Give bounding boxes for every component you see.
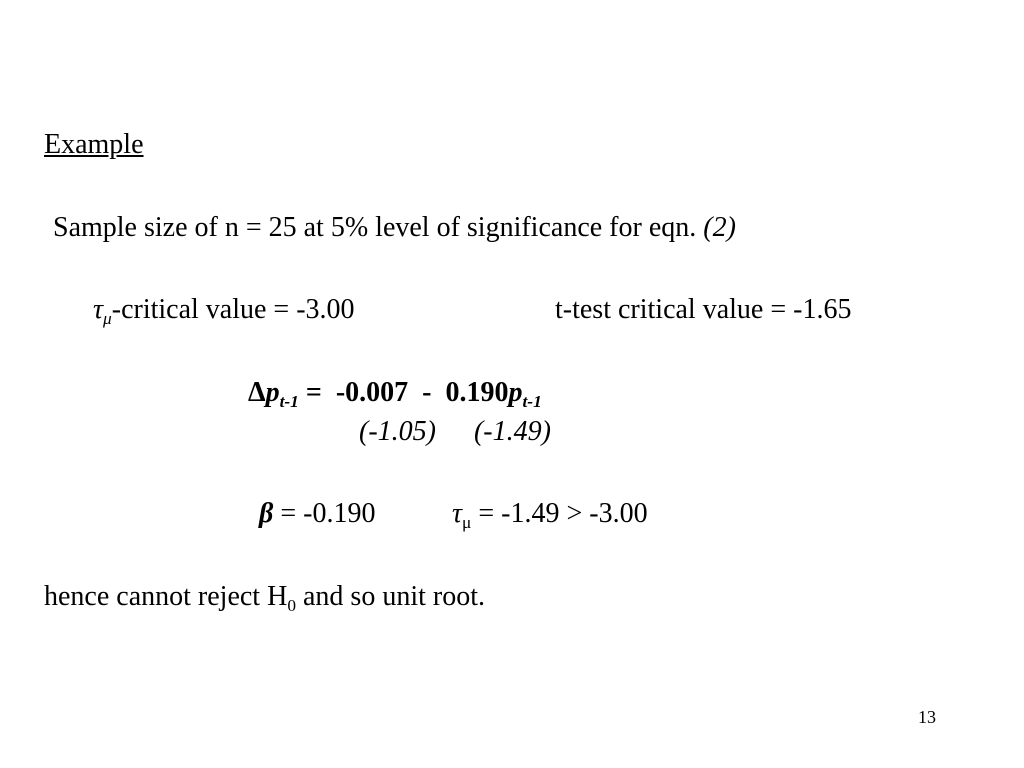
delta-symbol: Δ [248,377,266,408]
tau-critical-text: -critical value = -3.00 [111,294,355,325]
slide-heading: Example [44,129,144,160]
conclusion-subscript: 0 [287,596,296,616]
beta-symbol: β [259,498,274,529]
tau-result-subscript: μ [462,513,472,533]
conclusion-text-end: and so unit root. [296,581,485,612]
equation-reference: (2) [703,212,736,243]
tau-subscript: μ [103,309,112,329]
sample-description [53,211,736,245]
tau-critical-value [93,293,355,327]
tau-result-value: = -1.49 > -3.00 [471,498,648,529]
t-statistics [359,415,551,449]
regression-equation [248,376,542,410]
t-stat-slope: (-1.49) [473,416,551,447]
tau-result [452,497,648,531]
beta-value: = -0.190 [273,498,376,529]
t-stat-intercept: (-1.05) [359,416,436,447]
t-test-critical-value: t-test critical value = -1.65 [555,294,852,325]
beta-result [259,497,375,531]
equation-lhs-variable: p [265,377,280,408]
equation-rhs-variable: p [508,377,523,408]
tau-result-symbol: τ [452,498,463,529]
equation-lhs-subscript: t-1 [279,392,299,412]
page-number: 13 [918,707,936,727]
conclusion [44,580,485,614]
equation-rhs-subscript: t-1 [522,392,542,412]
conclusion-text-start: hence cannot reject H [44,581,288,612]
sample-text: Sample size of n = 25 at 5% level of significance for eqn. [53,212,704,243]
equation-rhs: = -0.007 - 0.190 [298,377,509,408]
tau-symbol: τ [93,294,104,325]
